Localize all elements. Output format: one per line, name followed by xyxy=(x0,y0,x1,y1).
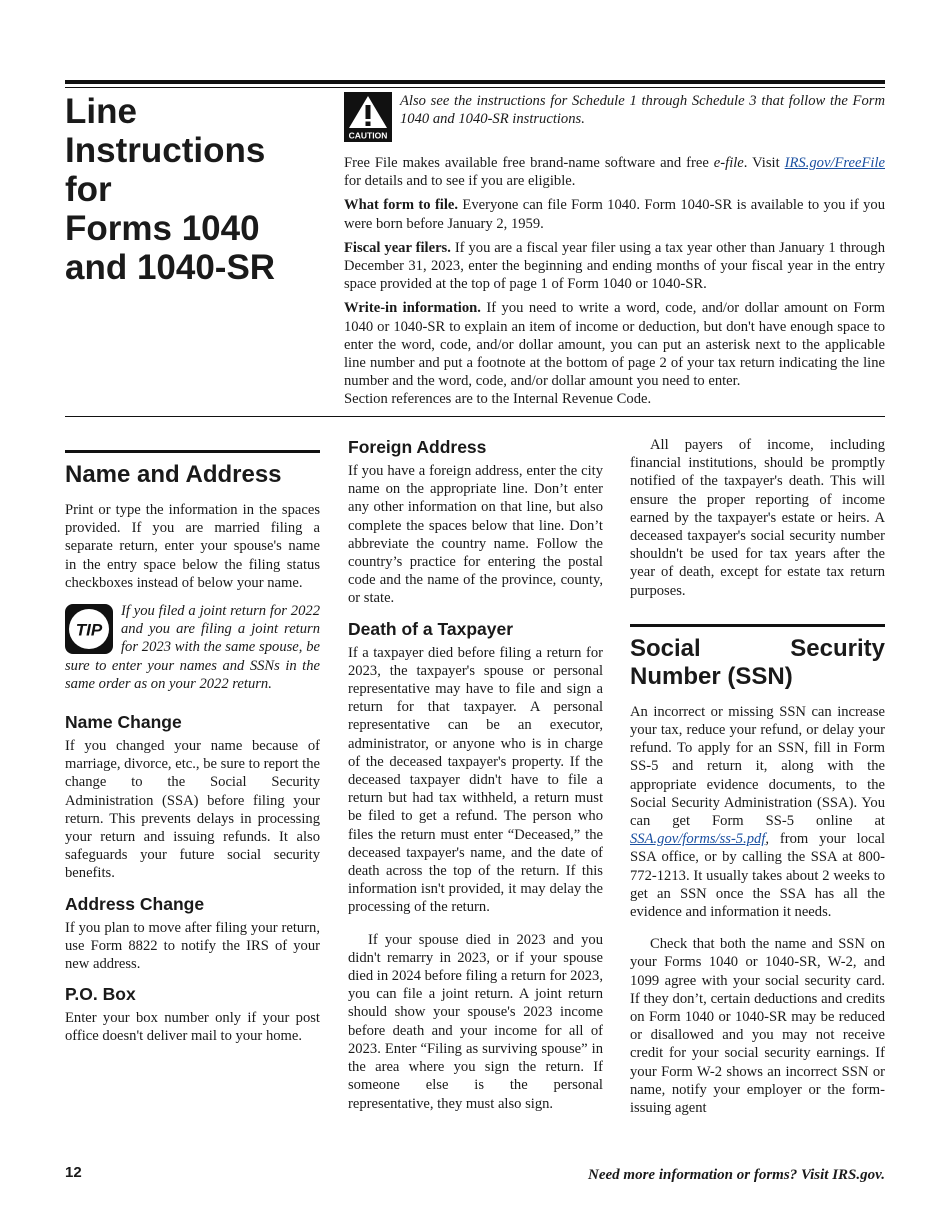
write-in-text: If you need to write a word, code, and/or dollar amount on Form 1040 or 1040-SR to explain an item of income or deduction, but don't have enough space to enter the word, code, and/or dollar amount, you can put an asterisk next to the applicable line number and put a footnote at the bottom of page 2 of your tax return indicating the line number and the word, code, and/or dollar amount you need to enter. xyxy=(344,300,885,390)
death-paragraph-3: All payers of income, including financial institutions, should be promptly notified of the taxpayer's death. This will ensure the proper reporting of income earned by the taxpayer's estate or heirs. A deceased taxpayer's social security number shouldn't be used for tax years after the year of death, except for estate tax return purposes. xyxy=(630,437,885,599)
page-number: 12 xyxy=(65,1164,82,1181)
caution-note xyxy=(344,92,885,142)
caution-text: Also see the instructions for Schedule 1 through Schedule 3 that follow the Form 1040 and 1040-SR instructions. xyxy=(400,93,885,128)
po-box-body: Enter your box number only if your post office doesn't deliver mail to your home. xyxy=(65,1010,320,1045)
address-change-body: If you plan to move after filing your return, use Form 8822 to notify the IRS of your new address. xyxy=(65,919,320,973)
death-heading: Death of a Taxpayer xyxy=(348,618,514,639)
what-form-paragraph xyxy=(344,196,885,232)
ssn-paragraph-1 xyxy=(630,703,885,921)
tip-note xyxy=(65,602,320,693)
name-address-heading: Name and Address xyxy=(65,461,282,488)
po-box-heading: P.O. Box xyxy=(65,984,136,1005)
name-change-body: If you changed your name because of marriage, divorce, etc., be sure to report the change to the Social Security Administration (SSA) before filing your return. This prevents delays in processing your return and issuing refunds. It also safeguards your future social security benefits. xyxy=(65,738,320,882)
ssn-heading: Social Security Number (SSN) xyxy=(630,634,885,690)
top-rule-thick xyxy=(65,80,885,84)
title-line: for xyxy=(65,170,112,209)
section-divider xyxy=(65,416,885,417)
tip-text: If you filed a joint return for 2022 and you are filing a joint return for 2023 with the same spouse, be sure to enter your names and SSNs in the same order as on your 2022 return. xyxy=(65,603,320,692)
death-paragraph-1: If a taxpayer died before filing a return for 2023, the taxpayer's spouse or personal representative may have to file and sign a return for that taxpayer. A personal representative can be an executor, administrator, or anyone who is in charge of the deceased taxpayer's property. If the deceased taxpayer didn't have to file a return but had tax withheld, a return must be filed to get a refund. The person who files the return must enter “Deceased,” the deceased taxpayer's name, and the date of death across the top of the return. If this information isn't provided, it may delay the processing of the return. xyxy=(348,644,603,916)
footer-note: Need more information or forms? Visit IRS.gov. xyxy=(588,1167,885,1183)
what-form-text: Everyone can file Form 1040. Form 1040-SR is available to you if you were born before January 2, 1959. xyxy=(344,197,885,232)
heading-rule xyxy=(65,450,320,453)
tip-icon xyxy=(65,604,113,654)
address-change-heading: Address Change xyxy=(65,893,205,914)
column-3 xyxy=(630,436,885,1117)
foreign-address-body: If you have a foreign address, enter the city name on the appropriate line. Don’t enter any other information on that line, but also complete the spaces below that line. Don’t abbreviate the country name. Follow the country’s practice for entering the postal code and the name of the province, county, or state. xyxy=(348,463,603,607)
top-rule-thin xyxy=(65,87,885,88)
intro-section xyxy=(344,92,885,415)
column-1 xyxy=(65,436,320,1046)
title-line: Forms 1040 xyxy=(65,209,260,248)
page-title xyxy=(65,92,315,287)
free-file-text: . Visit xyxy=(743,155,785,171)
write-in-paragraph xyxy=(344,299,885,390)
fiscal-year-label: Fiscal year filers. xyxy=(344,239,451,256)
write-in-label: Write-in information. xyxy=(344,300,481,317)
section-references: Section references are to the Internal Revenue Code. xyxy=(344,391,652,408)
column-2 xyxy=(348,436,603,1113)
title-line: and 1040-SR xyxy=(65,248,276,287)
fiscal-year-paragraph xyxy=(344,239,885,294)
name-change-heading: Name Change xyxy=(65,712,182,733)
free-file-text: Free File makes available free brand-name software and free xyxy=(344,155,714,171)
fiscal-year-text: If you are a fiscal year filer using a tax year other than January 1 through December 31, 2023, enter the beginning and ending months of your fiscal year in the entry space provided at the top of page 1 of Form 1040 or 1040-SR. xyxy=(344,239,885,293)
title-line: Instructions xyxy=(65,131,266,170)
free-file-paragraph xyxy=(344,154,885,190)
free-file-text: for details and to see if you are eligible. xyxy=(344,173,576,190)
caution-icon xyxy=(344,92,392,142)
heading-rule xyxy=(630,624,885,627)
ssa-form-link[interactable]: SSA.gov/forms/ss-5.pdf xyxy=(630,831,766,848)
name-address-body: Print or type the information in the spaces provided. If you are married filing a separate return, enter your spouse's name in the entry space below the filing status checkboxes instead of below your name. xyxy=(65,502,320,591)
ssn-text: , from your local SSA office, or by calling the SSA at 800-772-1213. It usually takes about 2 weeks to get an SSN once the SSA has all the evidence and information it needs. xyxy=(630,831,885,921)
what-form-label: What form to file. xyxy=(344,197,459,214)
foreign-address-heading: Foreign Address xyxy=(348,437,487,457)
ssn-paragraph-2: Check that both the name and SSN on your Forms 1040 or 1040-SR, W-2, and 1099 agree with your social security card. If they don’t, certain deductions and credits on Form 1040 or 1040-SR may be reduced or disallowed and you may not receive credit for your social security earnings. If your Form W-2 shows an incorrect SSN or name, notify your employer or the form-issuing agent xyxy=(630,936,885,1117)
title-line: Line xyxy=(65,92,137,131)
tip-icon-label: TIP xyxy=(75,620,103,640)
ssn-text: An incorrect or missing SSN can increase your tax, reduce your refund, or delay your refund. To apply for an SSN, fill in Form SS-5 and return it, along with the appropriate evidence documents, to the Social Security Administration (SSA). You can get Form SS-5 online at xyxy=(630,703,885,830)
death-paragraph-2: If your spouse died in 2023 and you didn't remarry in 2023, or if your spouse died in 2024 before filing a return for 2023, you can file a joint return. A joint return should show your spouse's 2023 income before death and your income for all of 2023. Enter “Filing as surviving spouse” in the area where you sign the return. If someone else is the personal representative, they must also sign. xyxy=(348,931,603,1112)
caution-icon-label: CAUTION xyxy=(348,130,388,141)
efile-term: e-file xyxy=(713,155,744,171)
irs-freefile-link[interactable]: IRS.gov/FreeFile xyxy=(784,155,885,171)
